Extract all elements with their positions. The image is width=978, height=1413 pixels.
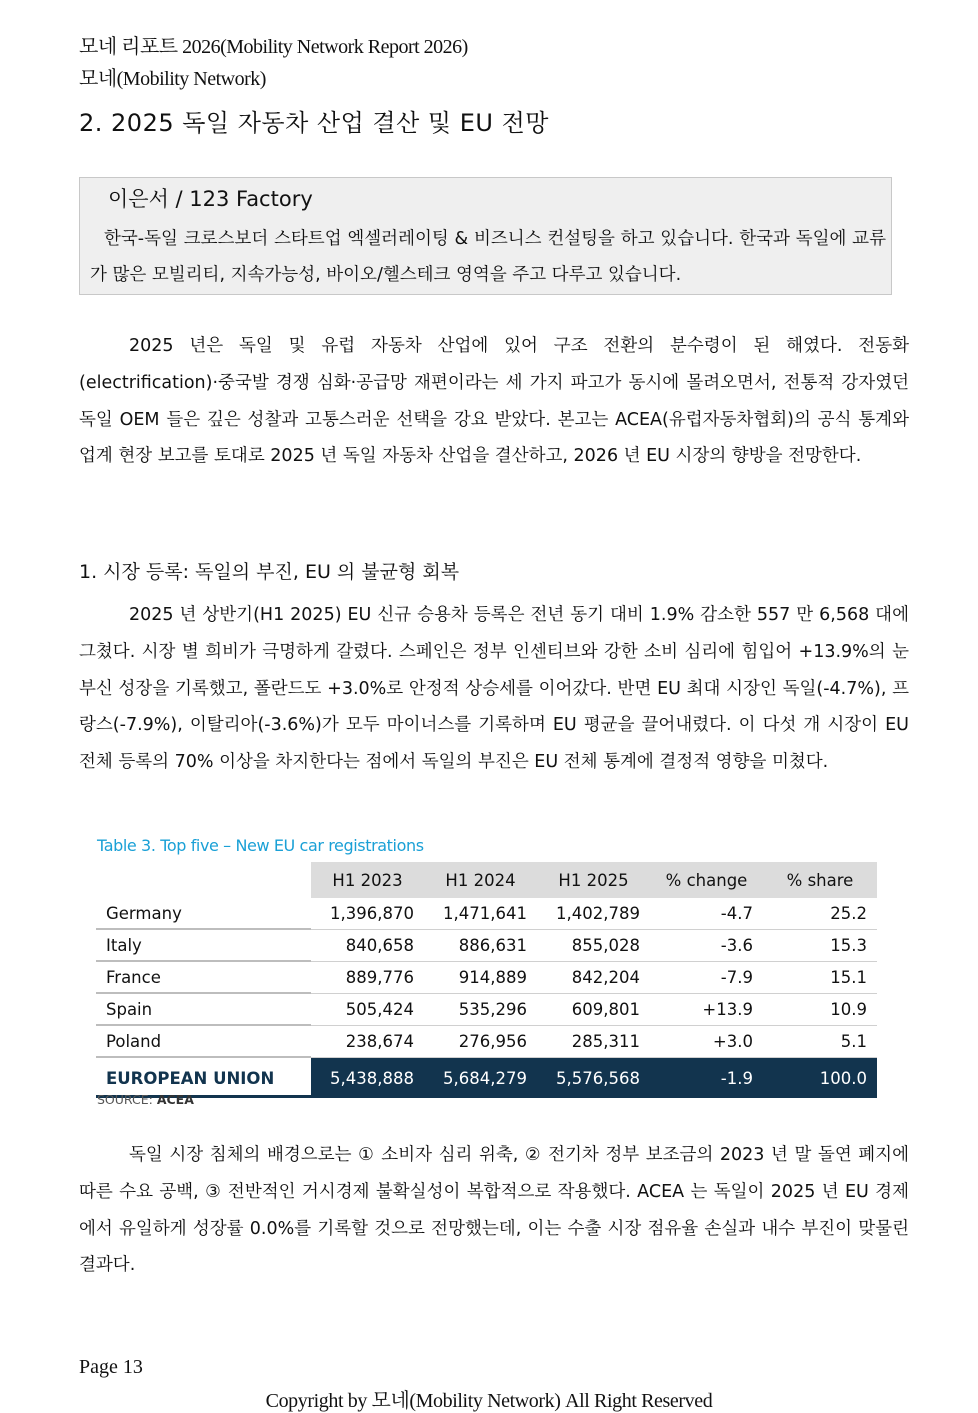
copyright-notice: Copyright by 모네(Mobility Network) All Right Reserved [265,1390,713,1412]
section-paragraph [79,597,909,781]
row-h1-2023: 238,674 [311,1026,424,1058]
table-header-row [96,862,877,898]
author-description [90,221,886,293]
row-change: +13.9 [650,994,763,1026]
row-share: 10.9 [763,994,877,1026]
row-h1-2023: 889,776 [311,962,424,994]
table-caption: Table 3. Top five – New EU car registrations [97,836,424,855]
row-change: -4.7 [650,898,763,930]
total-country: EUROPEAN UNION [96,1058,311,1098]
row-country: Spain [96,994,311,1026]
row-change: +3.0 [650,1026,763,1058]
row-change: -7.9 [650,962,763,994]
row-share: 15.1 [763,962,877,994]
table-header-blank [96,862,311,898]
row-h1-2025: 285,311 [537,1026,650,1058]
row-share: 15.3 [763,930,877,962]
table-row [96,962,877,994]
total-change: -1.9 [650,1058,763,1098]
intro-paragraph-text: 2025 년은 독일 및 유럽 자동차 산업에 있어 구조 전환의 분수령이 된 해였다. 전동화(electrification)·중국발 경쟁 심화·공급망 재편이라는 세 가지 파고가 동시에 몰려오면서, 전통적 강자였던 독일 OEM 들은 깊은 성찰과 고통스러운 선택을 강요 받았다. 본고는 ACEA(유럽자동차협회)의 공식 통계와 업계 현장 보고를 토대로 2025 년 독일 자동차 산업을 결산하고, 2026 년 EU 시장의 향방을 전망한다. [79,336,909,467]
row-change: -3.6 [650,930,763,962]
row-country: Poland [96,1026,311,1058]
row-h1-2025: 855,028 [537,930,650,962]
row-country: Italy [96,930,311,962]
table-row [96,1026,877,1058]
row-h1-2025: 842,204 [537,962,650,994]
row-h1-2023: 1,396,870 [311,898,424,930]
source-label: SOURCE: [97,1092,153,1107]
row-share: 5.1 [763,1026,877,1058]
section-paragraph-text: 2025 년 상반기(H1 2025) EU 신규 승용차 등록은 전년 동기 대비 1.9% 감소한 557 만 6,568 대에 그쳤다. 시장 별 희비가 극명하게 갈렸다. 스페인은 정부 인센티브와 강한 소비 심리에 힘입어 +13.9%의 눈부신 성장을 기록했고, 폴란드도 +3.0%로 안정적 상승세를 이어갔다. 반면 EU 최대 시장인 독일(-4.7%), 프랑스(-7.9%), 이탈리아(-3.6%)가 모두 마이너스를 기록하며 EU 평균을 끌어내렸다. 이 다섯 개 시장이 EU 전체 등록의 70% 이상을 차지한다는 점에서 독일의 부진은 EU 전체 통계에 결정적 영향을 미쳤다. [79,605,909,773]
table-row [96,898,877,930]
closing-paragraph [79,1137,909,1284]
article-title: 2. 2025 독일 자동차 산업 결산 및 EU 전망 [79,109,549,137]
table-header-change: % change [650,862,763,898]
closing-paragraph-text: 독일 시장 침체의 배경으로는 ① 소비자 심리 위축, ② 전기차 정부 보조금의 2023 년 말 돌연 폐지에 따른 수요 공백, ③ 전반적인 거시경제 불확실성이 복합적으로 작용했다. ACEA 는 독일이 2025 년 EU 경제에서 유일하게 성장률 0.0%를 기록할 것으로 전망했는데, 이는 수출 시장 점유율 손실과 내수 부진이 맞물린 결과다. [79,1145,909,1276]
registrations-table [96,862,877,1098]
intro-paragraph [79,328,909,475]
row-h1-2024: 886,631 [424,930,537,962]
table-header-h1-2025: H1 2025 [537,862,650,898]
row-h1-2024: 535,296 [424,994,537,1026]
table-source [97,1092,194,1107]
row-h1-2024: 1,471,641 [424,898,537,930]
row-h1-2024: 276,956 [424,1026,537,1058]
row-h1-2025: 609,801 [537,994,650,1026]
author-name: 이은서 / 123 Factory [108,187,313,211]
author-description-text: 한국-독일 크로스보더 스타트업 엑셀러레이팅 & 비즈니스 컨설팅을 하고 있습니다. 한국과 독일에 교류가 많은 모빌리티, 지속가능성, 바이오/헬스테크 영역을 주고 다루고 있습니다. [90,229,886,285]
section-heading: 1. 시장 등록: 독일의 부진, EU 의 불균형 회복 [79,561,460,583]
table-row [96,994,877,1026]
row-country: Germany [96,898,311,930]
table-total-row [96,1058,877,1098]
total-share: 100.0 [763,1058,877,1098]
source-value: ACEA [156,1092,194,1107]
author-box [79,177,892,295]
table-header-h1-2023: H1 2023 [311,862,424,898]
row-country: France [96,962,311,994]
table-header-share: % share [763,862,877,898]
row-share: 25.2 [763,898,877,930]
total-h1-2023: 5,438,888 [311,1058,424,1098]
table-row [96,930,877,962]
header-report-title: 모네 리포트 2026(Mobility Network Report 2026) [79,36,468,58]
total-h1-2025: 5,576,568 [537,1058,650,1098]
page-number: Page 13 [79,1356,143,1378]
row-h1-2025: 1,402,789 [537,898,650,930]
row-h1-2023: 505,424 [311,994,424,1026]
row-h1-2023: 840,658 [311,930,424,962]
total-h1-2024: 5,684,279 [424,1058,537,1098]
table-header-h1-2024: H1 2024 [424,862,537,898]
row-h1-2024: 914,889 [424,962,537,994]
header-publisher: 모네(Mobility Network) [79,68,266,90]
